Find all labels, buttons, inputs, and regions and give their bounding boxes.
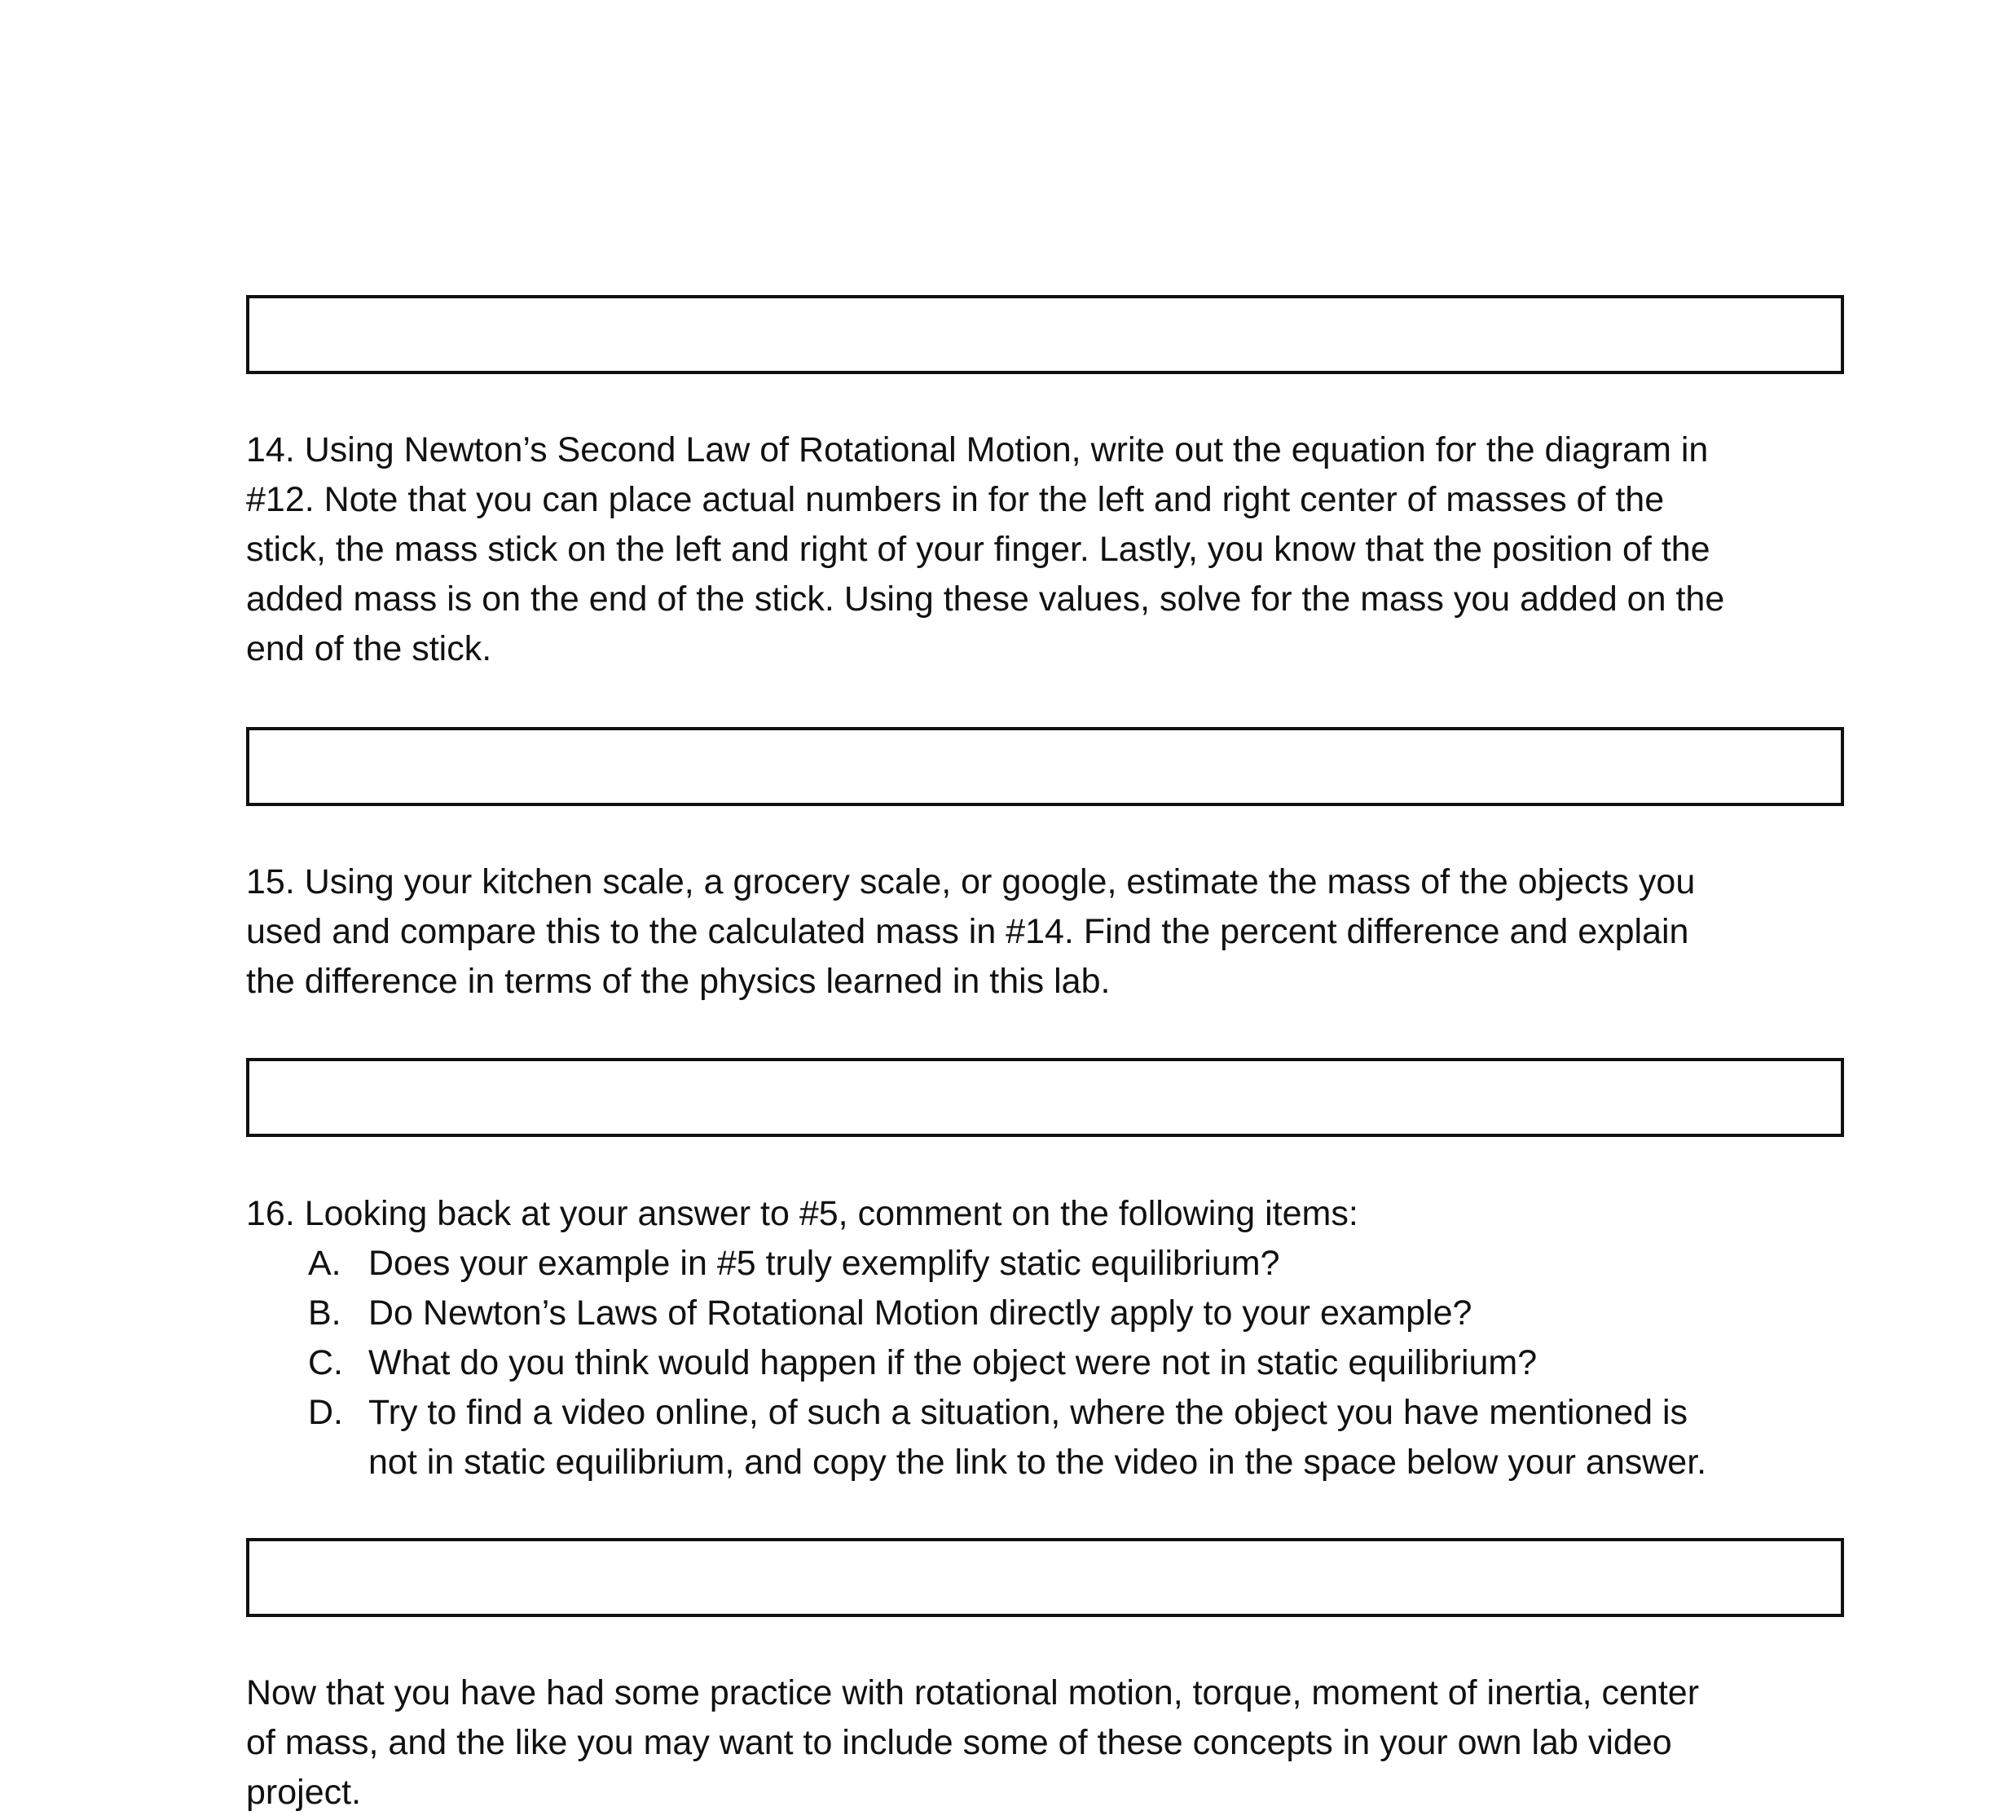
answer-box-14[interactable]: [246, 727, 1844, 806]
list-item-letter: B.: [308, 1293, 341, 1333]
list-item-text: Try to find a video online, of such a situation, where the object you have mentioned is: [368, 1393, 1688, 1432]
closing-line: of mass, and the like you may want to include some of these concepts in your own lab video: [246, 1723, 1672, 1762]
question-15-line: the difference in terms of the physics learned in this lab.: [246, 962, 1111, 1001]
answer-box-15[interactable]: [246, 1058, 1844, 1137]
list-item: [246, 1289, 1860, 1338]
list-item-letter: C.: [308, 1343, 343, 1382]
question-14: [246, 425, 1860, 674]
question-14-line: 14. Using Newton’s Second Law of Rotational Motion, write out the equation for the diagram in: [246, 430, 1709, 469]
answer-box-13[interactable]: [246, 295, 1844, 374]
question-14-line: added mass is on the end of the stick. Using these values, solve for the mass you added on the: [246, 579, 1725, 619]
list-item: [246, 1338, 1860, 1388]
question-16-intro: 16. Looking back at your answer to #5, comment on the following items:: [246, 1194, 1358, 1233]
question-15-line: 15. Using your kitchen scale, a grocery scale, or google, estimate the mass of the objects you: [246, 862, 1696, 901]
list-item-text: Do Newton’s Laws of Rotational Motion directly apply to your example?: [368, 1293, 1472, 1333]
question-14-line: #12. Note that you can place actual numbers in for the left and right center of masses of the: [246, 480, 1665, 519]
list-item: [246, 1239, 1860, 1289]
question-16: [246, 1189, 1860, 1239]
question-15: [246, 857, 1860, 1007]
closing-line: Now that you have had some practice with rotational motion, torque, moment of inertia, center: [246, 1673, 1700, 1712]
question-14-line: end of the stick.: [246, 629, 492, 668]
question-14-line: stick, the mass stick on the left and right of your finger. Lastly, you know that the position of the: [246, 530, 1710, 569]
closing-line: project.: [246, 1773, 362, 1812]
list-item-letter: A.: [308, 1244, 341, 1283]
question-16-items: [246, 1239, 1860, 1487]
list-item-text: not in static equilibrium, and copy the link to the video in the space below your answer.: [368, 1443, 1707, 1482]
list-item-text: Does your example in #5 truly exemplify static equilibrium?: [368, 1244, 1280, 1283]
closing-paragraph: [246, 1668, 1860, 1818]
list-item-text: What do you think would happen if the object were not in static equilibrium?: [368, 1343, 1538, 1382]
list-item-letter: D.: [308, 1393, 343, 1432]
list-item: [246, 1388, 1860, 1487]
answer-box-16[interactable]: [246, 1538, 1844, 1617]
question-15-line: used and compare this to the calculated mass in #14. Find the percent difference and explain: [246, 912, 1689, 951]
